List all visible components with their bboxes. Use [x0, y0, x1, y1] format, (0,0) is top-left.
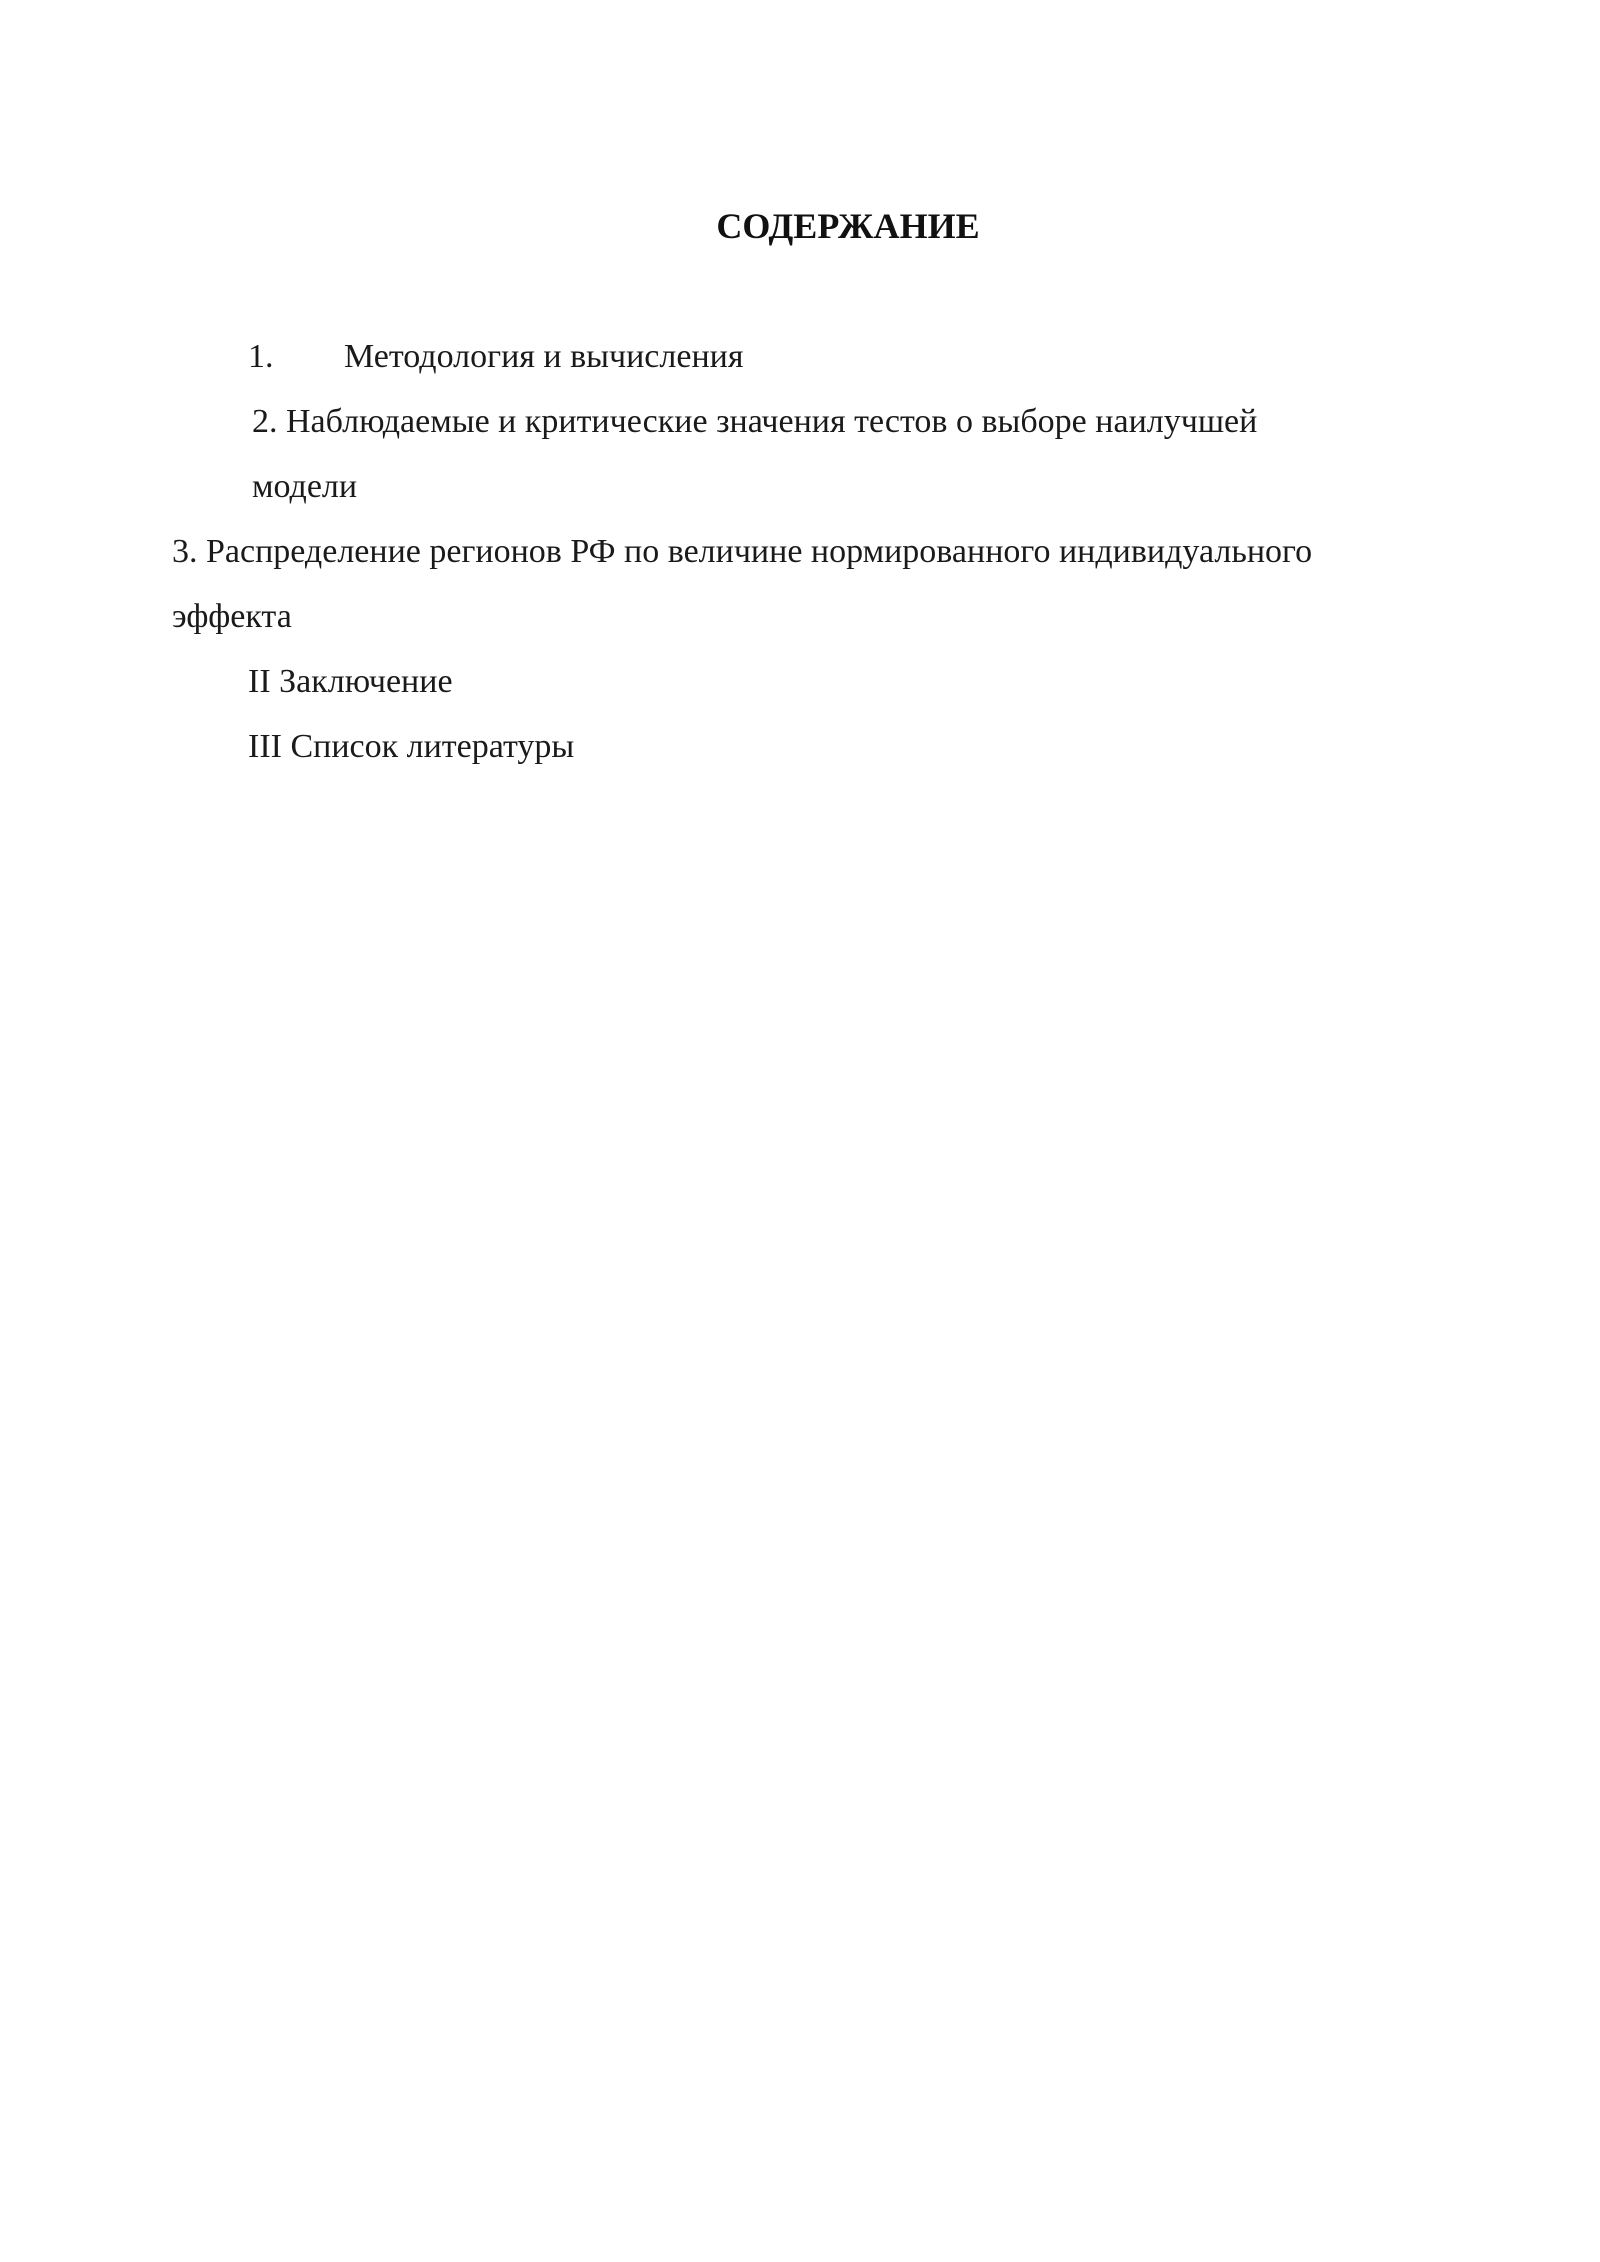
toc-item-3-line-2: эффекта — [172, 598, 292, 635]
toc-item-2-line-2: модели — [252, 468, 358, 505]
toc-item-1 — [172, 324, 1452, 389]
toc-item-1-number: 1. — [248, 338, 274, 375]
page-title: СОДЕРЖАНИЕ — [716, 206, 980, 246]
toc-item-3-line-1: 3. Распределение регионов РФ по величине нормированного индивидуального — [172, 533, 1313, 570]
toc-item-references: III Список литературы — [248, 728, 575, 765]
table-of-contents — [172, 324, 1452, 779]
toc-item-2-line-1: 2. Наблюдаемые и критические значения тестов о выборе наилучшей — [252, 403, 1258, 440]
toc-item-1-label: Методология и вычисления — [344, 338, 744, 375]
toc-item-conclusion: II Заключение — [248, 663, 453, 700]
